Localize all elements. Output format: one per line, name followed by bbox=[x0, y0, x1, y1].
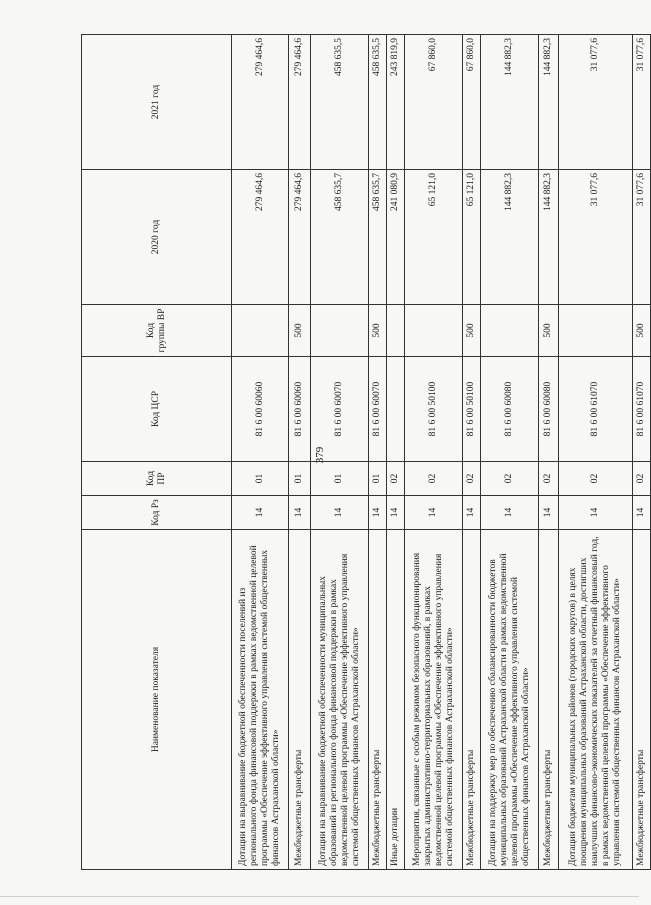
row-2020: 31 077,6 bbox=[559, 170, 633, 305]
row-pr: 02 bbox=[387, 462, 405, 496]
row-csr: 81 6 00 61070 bbox=[559, 357, 633, 462]
page-number: 379 bbox=[314, 446, 326, 464]
row-2021: 31 077,6 bbox=[633, 35, 651, 170]
row-csr: 81 6 00 60060 bbox=[289, 357, 311, 462]
row-name: Межбюджетные трансферты bbox=[463, 530, 481, 870]
header-name: Наименование показателя bbox=[82, 530, 232, 870]
row-csr: 81 6 00 60060 bbox=[232, 357, 289, 462]
table-row bbox=[559, 35, 633, 870]
row-2021: 279 464,6 bbox=[232, 35, 289, 170]
row-2020: 65 121,0 bbox=[405, 170, 463, 305]
row-csr: 81 6 00 60080 bbox=[481, 357, 539, 462]
row-2021: 279 464,6 bbox=[289, 35, 311, 170]
row-vr: 500 bbox=[289, 305, 311, 357]
row-csr: 81 6 00 61070 bbox=[633, 357, 651, 462]
row-pr: 02 bbox=[539, 462, 559, 496]
row-name: Дотации на выравнивание бюджетной обеспеченности поселений из регионального фонда финансовой поддержки в рамках ведомственной целевой программы «Обеспечение эффективного управления системой общественных финансов Астраханской области» bbox=[232, 530, 289, 870]
row-vr bbox=[387, 305, 405, 357]
row-2020: 241 080,9 bbox=[387, 170, 405, 305]
row-pr: 01 bbox=[369, 462, 387, 496]
row-vr: 500 bbox=[539, 305, 559, 357]
row-vr bbox=[481, 305, 539, 357]
row-csr bbox=[387, 357, 405, 462]
row-rz: 14 bbox=[405, 496, 463, 530]
row-vr: 500 bbox=[633, 305, 651, 357]
row-name: Мероприятия, связанные с особым режимом безопасного функционирования закрытых административно-территориальных образований, в рамках ведомственной целевой программы «Обеспечение эффективного управления системой общественных финансов Астраханской области» bbox=[405, 530, 463, 870]
row-rz: 14 bbox=[232, 496, 289, 530]
header-rz: Код Рз bbox=[82, 496, 232, 530]
table-row bbox=[405, 35, 463, 870]
header-vr: Код группы ВР bbox=[82, 305, 232, 357]
table-row bbox=[387, 35, 405, 870]
row-csr: 81 6 00 60070 bbox=[369, 357, 387, 462]
header-csr: Код ЦСР bbox=[82, 357, 232, 462]
row-rz: 14 bbox=[481, 496, 539, 530]
page-edge-line bbox=[0, 896, 639, 897]
row-pr: 02 bbox=[463, 462, 481, 496]
row-rz: 14 bbox=[387, 496, 405, 530]
rotated-table-container bbox=[81, 35, 646, 870]
row-csr: 81 6 00 50100 bbox=[405, 357, 463, 462]
table-row bbox=[481, 35, 539, 870]
row-csr: 81 6 00 60070 bbox=[311, 357, 369, 462]
row-vr bbox=[559, 305, 633, 357]
row-name: Дотации бюджетам муниципальных районов (городских округов) в целях поощрения муниципальных образований Астраханской области, достигших наилучших финансово-экономических показателей за отчетный финансовый год, в рамках ведомственной целевой программы «Обеспечение эффективного управления системой общественных финансов Астраханской области» bbox=[559, 530, 633, 870]
row-2021: 144 882,3 bbox=[481, 35, 539, 170]
row-2020: 458 635,7 bbox=[311, 170, 369, 305]
row-rz: 14 bbox=[311, 496, 369, 530]
row-vr: 500 bbox=[463, 305, 481, 357]
row-2020: 279 464,6 bbox=[289, 170, 311, 305]
row-vr bbox=[405, 305, 463, 357]
row-name: Дотации на выравнивание бюджетной обеспеченности муниципальных образований из регионального фонда финансовой поддержки в рамках ведомственной целевой программы «Обеспечение эффективного управления системой общественных финансов Астраханской области» bbox=[311, 530, 369, 870]
row-name: Межбюджетные трансферты bbox=[289, 530, 311, 870]
row-pr: 02 bbox=[481, 462, 539, 496]
row-2021: 243 819,9 bbox=[387, 35, 405, 170]
budget-table bbox=[81, 34, 651, 870]
row-name: Межбюджетные трансферты bbox=[369, 530, 387, 870]
row-2021: 144 882,3 bbox=[539, 35, 559, 170]
row-2021: 67 860,0 bbox=[463, 35, 481, 170]
table-row bbox=[311, 35, 369, 870]
row-csr: 81 6 00 60080 bbox=[539, 357, 559, 462]
row-2020: 279 464,6 bbox=[232, 170, 289, 305]
row-2021: 458 635,5 bbox=[311, 35, 369, 170]
row-vr: 500 bbox=[369, 305, 387, 357]
table-row bbox=[369, 35, 387, 870]
row-vr bbox=[232, 305, 289, 357]
row-vr bbox=[311, 305, 369, 357]
row-rz: 14 bbox=[369, 496, 387, 530]
row-pr: 01 bbox=[232, 462, 289, 496]
row-rz: 14 bbox=[539, 496, 559, 530]
row-csr: 81 6 00 50100 bbox=[463, 357, 481, 462]
row-2020: 65 121,0 bbox=[463, 170, 481, 305]
row-name: Межбюджетные трансферты bbox=[539, 530, 559, 870]
row-rz: 14 bbox=[289, 496, 311, 530]
row-2021: 458 635,5 bbox=[369, 35, 387, 170]
row-rz: 14 bbox=[633, 496, 651, 530]
row-pr: 01 bbox=[289, 462, 311, 496]
row-pr: 02 bbox=[559, 462, 633, 496]
header-2020: 2020 год bbox=[82, 170, 232, 305]
row-name: Иные дотации bbox=[387, 530, 405, 870]
table-header-row bbox=[82, 35, 232, 870]
row-2021: 67 860,0 bbox=[405, 35, 463, 170]
row-rz: 14 bbox=[463, 496, 481, 530]
row-2020: 31 077,6 bbox=[633, 170, 651, 305]
header-2021: 2021 год bbox=[82, 35, 232, 170]
row-pr: 02 bbox=[633, 462, 651, 496]
row-2020: 458 635,7 bbox=[369, 170, 387, 305]
row-pr: 02 bbox=[405, 462, 463, 496]
row-pr: 01 bbox=[311, 462, 369, 496]
row-name: Дотации на поддержку мер по обеспечению сбалансированности бюджетов муниципальных образований Астраханской области в рамках ведомственной целевой программы «Обеспечение эффективного управления системой общественных финансов Астраханской области» bbox=[481, 530, 539, 870]
table-row bbox=[232, 35, 289, 870]
row-name: Межбюджетные трансферты bbox=[633, 530, 651, 870]
row-rz: 14 bbox=[559, 496, 633, 530]
table-row bbox=[463, 35, 481, 870]
row-2020: 144 882,3 bbox=[539, 170, 559, 305]
table-row bbox=[633, 35, 651, 870]
header-pr: Код ПР bbox=[82, 462, 232, 496]
row-2020: 144 882,3 bbox=[481, 170, 539, 305]
table-row bbox=[289, 35, 311, 870]
row-2021: 31 077,6 bbox=[559, 35, 633, 170]
table-row bbox=[539, 35, 559, 870]
